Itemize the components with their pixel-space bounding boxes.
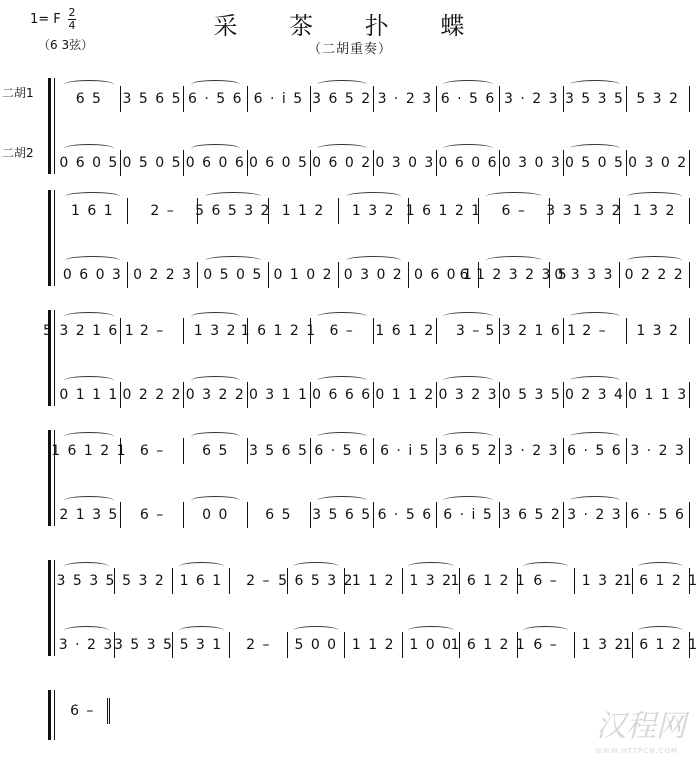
time-signature-top: 2 [68, 6, 76, 19]
slur-mark [638, 626, 683, 635]
slur-mark [191, 144, 241, 153]
measure [405, 198, 482, 224]
measure-notes: 1 3 2 [581, 637, 625, 653]
measure-notes: 3 6 5 2 [438, 443, 499, 459]
measure-notes: 2 – [582, 323, 608, 339]
slur-mark [317, 144, 367, 153]
measure [121, 502, 184, 528]
slur-mark [65, 256, 120, 265]
measure-notes: 1 3 2 [351, 203, 396, 219]
staff-row-erhu-1 [43, 318, 690, 344]
measure [437, 86, 500, 112]
staff-row-erhu-2 [58, 632, 699, 658]
measure-notes: 5 6 5 3 2 [278, 573, 354, 589]
measure-notes: 0 5 0 5 [122, 155, 183, 171]
measure-notes: 0 3 2 3 [438, 387, 499, 403]
measure-notes: 6 – [70, 703, 95, 719]
staff-row-erhu-1 [51, 438, 690, 464]
slur-mark [191, 496, 241, 505]
measure-notes: 6 · i 5 [443, 507, 494, 523]
measure [311, 382, 374, 408]
staff-row-erhu-2 [58, 150, 690, 176]
measure [564, 86, 627, 112]
slur-mark [570, 144, 620, 153]
slur-mark [486, 192, 541, 201]
measure-notes: 1 6 1 2 [375, 323, 435, 339]
slur-mark [205, 256, 260, 265]
measure-notes: 3 5 6 5 [312, 507, 372, 523]
measure-notes: 2 – [150, 203, 176, 219]
measure [459, 262, 569, 288]
measure [622, 568, 699, 594]
system-bracket [48, 190, 54, 286]
measure [620, 198, 690, 224]
measure-notes: 6 · 5 6 [440, 91, 496, 107]
measure [121, 318, 184, 344]
measure [58, 568, 115, 594]
measure-notes: 0 6 0 5 [248, 155, 309, 171]
measure-notes: 6 · 5 6 [314, 443, 370, 459]
measure [269, 198, 339, 224]
measure [374, 150, 437, 176]
measure-notes: 1 6 1 2 1 [51, 443, 128, 459]
measure [500, 86, 563, 112]
measure-notes: 3 3 5 3 2 [546, 203, 623, 219]
measure-notes: 0 1 0 2 [273, 267, 333, 283]
measure-notes: 1 3 2 [632, 203, 676, 219]
measure-notes: 0 2 2 2 [624, 267, 685, 283]
system-bracket [48, 78, 54, 174]
measure [479, 198, 549, 224]
measure [500, 382, 563, 408]
measure-notes: 0 6 0 1 [413, 267, 474, 283]
measure-notes: 0 0 [202, 507, 229, 523]
measure [248, 382, 311, 408]
measure [115, 632, 172, 658]
slur-mark [191, 432, 241, 441]
measure-notes: 5 6 5 3 2 [195, 203, 271, 219]
measure-notes: 0 2 2 2 [122, 387, 183, 403]
slur-mark [408, 562, 453, 571]
measure-notes: 3 5 3 5 [113, 637, 174, 653]
measure-notes: 1 3 2 [636, 323, 680, 339]
slur-mark [317, 312, 367, 321]
staff-row-erhu-1 [58, 86, 690, 112]
measure [345, 568, 402, 594]
measure [627, 86, 690, 112]
measure-notes: 6 – [139, 507, 165, 523]
slur-mark [443, 376, 493, 385]
measure-notes: 1 6 1 [71, 203, 115, 219]
measure-notes: 3 · 2 3 [58, 637, 114, 653]
measure-notes: 0 3 1 1 [248, 387, 309, 403]
measure [184, 502, 247, 528]
measure-notes: 0 6 6 6 [312, 387, 372, 403]
slur-mark [317, 432, 367, 441]
measure-notes: 0 3 3 3 [554, 267, 614, 283]
slur-mark [179, 626, 224, 635]
measure [58, 632, 115, 658]
measure-notes: 1 1 2 [281, 203, 325, 219]
measure-notes: 5 3 2 1 6 1 [43, 323, 136, 339]
measure [374, 318, 437, 344]
measure [311, 502, 374, 528]
measure [500, 438, 563, 464]
measure [374, 86, 437, 112]
measure [43, 318, 136, 344]
measure [627, 438, 690, 464]
measure [550, 262, 620, 288]
measure [248, 438, 311, 464]
watermark-url: WWW.HTTPCN.COM [595, 747, 678, 755]
slur-mark [443, 496, 493, 505]
slur-mark [638, 562, 683, 571]
measure [500, 150, 563, 176]
measure [311, 150, 374, 176]
tuning-note: （6 3弦） [38, 38, 94, 52]
measure-notes: 1 6 1 2 1 [450, 573, 527, 589]
measure-notes: 0 1 1 3 [628, 387, 688, 403]
slur-mark [443, 144, 493, 153]
measure-notes: 0 6 0 6 [185, 155, 246, 171]
measure-notes: 1 1 2 [351, 573, 396, 589]
slur-mark [64, 80, 114, 89]
system-bracket [48, 560, 54, 656]
measure [121, 438, 184, 464]
slur-mark [64, 376, 114, 385]
piece-subtitle: （二胡重奏） [307, 42, 392, 57]
measure [128, 262, 198, 288]
measure-notes: 1 3 2 [193, 323, 238, 339]
measure [184, 86, 247, 112]
measure-notes: 0 1 1 2 [375, 387, 435, 403]
measure [437, 382, 500, 408]
measure [269, 262, 339, 288]
measure-notes: 0 6 0 6 [438, 155, 499, 171]
slur-mark [443, 432, 493, 441]
measure [58, 382, 121, 408]
slur-mark [317, 376, 367, 385]
measure [564, 150, 627, 176]
measure [374, 382, 437, 408]
measure-notes: 1 0 0 [409, 637, 453, 653]
measure [437, 150, 500, 176]
measure [173, 568, 230, 594]
measure-notes: 3 5 6 5 [248, 443, 309, 459]
slur-mark [627, 256, 682, 265]
measure [184, 150, 247, 176]
measure [128, 198, 198, 224]
measure [564, 502, 627, 528]
measure-notes: 0 6 0 3 [62, 267, 123, 283]
slur-mark [443, 80, 493, 89]
slur-mark [570, 432, 620, 441]
measure-notes: 2 – [246, 573, 272, 589]
measure [374, 502, 437, 528]
measure-notes: 5 3 2 [122, 573, 166, 589]
measure-notes: 3 · 2 3 [503, 91, 559, 107]
measure [58, 86, 121, 112]
slur-mark [65, 192, 120, 201]
slur-mark [346, 192, 401, 201]
measure [627, 150, 690, 176]
measure [121, 86, 184, 112]
measure [450, 632, 527, 658]
slur-mark [627, 192, 682, 201]
key-signature: 1= F [30, 12, 61, 27]
slur-mark [64, 144, 114, 153]
staff-row-erhu-2 [58, 502, 690, 528]
measure [230, 632, 287, 658]
slur-mark [191, 376, 241, 385]
measure-notes: 6 · i 5 [380, 443, 431, 459]
measure [437, 438, 500, 464]
measure [288, 632, 345, 658]
measure [240, 318, 317, 344]
measure [450, 568, 527, 594]
slur-mark [64, 562, 109, 571]
measure [627, 318, 690, 344]
slur-mark [191, 80, 241, 89]
slur-mark [570, 80, 620, 89]
measure [622, 632, 699, 658]
staff-row-erhu-2 [58, 382, 690, 408]
part-label-erhu-2: 二胡2 [2, 146, 34, 160]
measure [58, 150, 121, 176]
measure-notes: 1 6 1 2 1 [405, 203, 482, 219]
measure-notes: 6 – [329, 323, 355, 339]
slur-mark [64, 432, 114, 441]
measure-notes: 0 2 2 3 [133, 267, 193, 283]
measure [546, 198, 623, 224]
slur-mark [317, 80, 367, 89]
measure-notes: 1 6 1 2 1 [240, 323, 317, 339]
measure-notes: 3 6 5 2 [312, 91, 372, 107]
measure-notes: 6 – [139, 443, 165, 459]
measure-notes: 5 0 0 [294, 637, 338, 653]
measure [437, 502, 500, 528]
measure-notes: 6 – [501, 203, 527, 219]
measure [374, 438, 437, 464]
slur-mark [205, 192, 260, 201]
measure-notes: 1 6 1 2 1 [622, 573, 699, 589]
watermark-logo: 汉程网 [596, 709, 686, 744]
slur-mark [570, 312, 620, 321]
measure-notes: 0 3 0 2 [343, 267, 404, 283]
measure [627, 502, 690, 528]
measure [564, 318, 627, 344]
measure-notes: 2 – [246, 637, 272, 653]
measure-notes: 0 5 0 5 [564, 155, 625, 171]
measure [278, 568, 354, 594]
slur-mark [523, 626, 568, 635]
measure-notes: 1 3 2 [581, 573, 625, 589]
slur-mark [179, 562, 224, 571]
measure-notes: 6 5 [202, 443, 229, 459]
staff-row-erhu-2 [58, 262, 690, 288]
measure-notes: 3 6 5 2 [501, 507, 562, 523]
slur-mark [64, 626, 109, 635]
measure [339, 262, 409, 288]
measure [184, 318, 247, 344]
measure-notes: 3 5 3 5 [56, 573, 116, 589]
measure-notes: 2 – [139, 323, 165, 339]
measure [620, 262, 690, 288]
measure-notes: 0 1 1 1 [59, 387, 119, 403]
measure [627, 382, 690, 408]
slur-mark [191, 312, 241, 321]
slur-mark [293, 626, 338, 635]
measure-notes: 6 – [533, 573, 559, 589]
measure-notes: 0 5 0 5 [203, 267, 263, 283]
measure [121, 382, 184, 408]
slur-mark [64, 312, 114, 321]
measure-notes: 6 · 5 6 [567, 443, 623, 459]
measure [58, 198, 128, 224]
measure [564, 438, 627, 464]
measure-notes: 3 · 2 3 [503, 443, 559, 459]
measure-notes: 6 · 5 6 [630, 507, 686, 523]
measure-notes: 3 5 6 5 [122, 91, 183, 107]
measure [564, 382, 627, 408]
staff-row-erhu-1 [58, 198, 690, 224]
measure-notes: 6 – [533, 637, 559, 653]
system-bracket [48, 690, 54, 740]
measure-notes: 6 1 2 3 2 3 5 [459, 267, 569, 283]
measure-notes: 3 · 2 3 [630, 443, 686, 459]
measure [198, 262, 268, 288]
slur-mark [570, 376, 620, 385]
slur-mark [317, 496, 367, 505]
measure [248, 86, 311, 112]
measure-notes: 0 3 0 3 [501, 155, 562, 171]
measure [121, 150, 184, 176]
measure-notes: 0 3 0 2 [628, 155, 688, 171]
measure-notes: 6 · 5 6 [377, 507, 433, 523]
measure-notes: 1 6 1 2 1 [450, 637, 527, 653]
measure [58, 262, 128, 288]
measure-notes: 1 6 1 2 1 [622, 637, 699, 653]
measure-notes: 1 6 1 [179, 573, 223, 589]
measure [248, 502, 311, 528]
measure [115, 568, 172, 594]
measure-notes: 6 · 5 6 [187, 91, 243, 107]
slur-mark [293, 562, 338, 571]
measure [195, 198, 271, 224]
measure [184, 438, 247, 464]
measure [248, 150, 311, 176]
measure-notes: 0 6 0 5 [59, 155, 119, 171]
measure-notes: 5 3 2 1 6 1 [485, 323, 578, 339]
time-signature-bottom: 4 [68, 19, 76, 32]
measure [518, 568, 575, 594]
measure-notes: 6 5 [265, 507, 293, 523]
measure [500, 502, 563, 528]
measure-notes: 6 5 [75, 91, 103, 107]
measure-notes: 5 3 1 [179, 637, 223, 653]
measure-notes: 2 1 3 5 [59, 507, 119, 523]
measure [58, 502, 121, 528]
measure-notes: 3 – [455, 323, 481, 339]
slur-mark [346, 256, 401, 265]
measure [339, 198, 409, 224]
measure [345, 632, 402, 658]
piece-title: 采 茶 扑 蝶 [213, 12, 487, 40]
measure-notes: 3 · 2 3 [567, 507, 623, 523]
measure-notes: 5 3 2 [636, 91, 680, 107]
measure-notes: 1 3 2 [409, 573, 453, 589]
measure [184, 382, 247, 408]
measure [311, 86, 374, 112]
measure-notes: 3 · 2 3 [377, 91, 433, 107]
slur-mark [408, 626, 453, 635]
slur-mark [443, 312, 493, 321]
measure-notes: 0 2 3 4 [564, 387, 625, 403]
measure [51, 438, 128, 464]
measure [485, 318, 578, 344]
measure [173, 632, 230, 658]
measure [311, 318, 374, 344]
staff-row-erhu-1 [56, 568, 699, 594]
measure-notes: 0 5 3 5 [501, 387, 562, 403]
slur-mark [64, 496, 114, 505]
measure [311, 438, 374, 464]
slur-mark [486, 256, 541, 265]
measure-notes: 0 6 0 2 [312, 155, 372, 171]
measure-notes: 1 1 2 [351, 637, 396, 653]
measure [518, 632, 575, 658]
measure-notes: 6 · i 5 [253, 91, 304, 107]
part-label-erhu-1: 二胡1 [2, 86, 34, 100]
slur-mark [523, 562, 568, 571]
measure-notes: 3 5 3 5 [564, 91, 625, 107]
measure-notes: 0 3 2 2 [185, 387, 246, 403]
measure-notes: 0 3 0 3 [375, 155, 435, 171]
slur-mark [570, 496, 620, 505]
measure [58, 698, 110, 724]
